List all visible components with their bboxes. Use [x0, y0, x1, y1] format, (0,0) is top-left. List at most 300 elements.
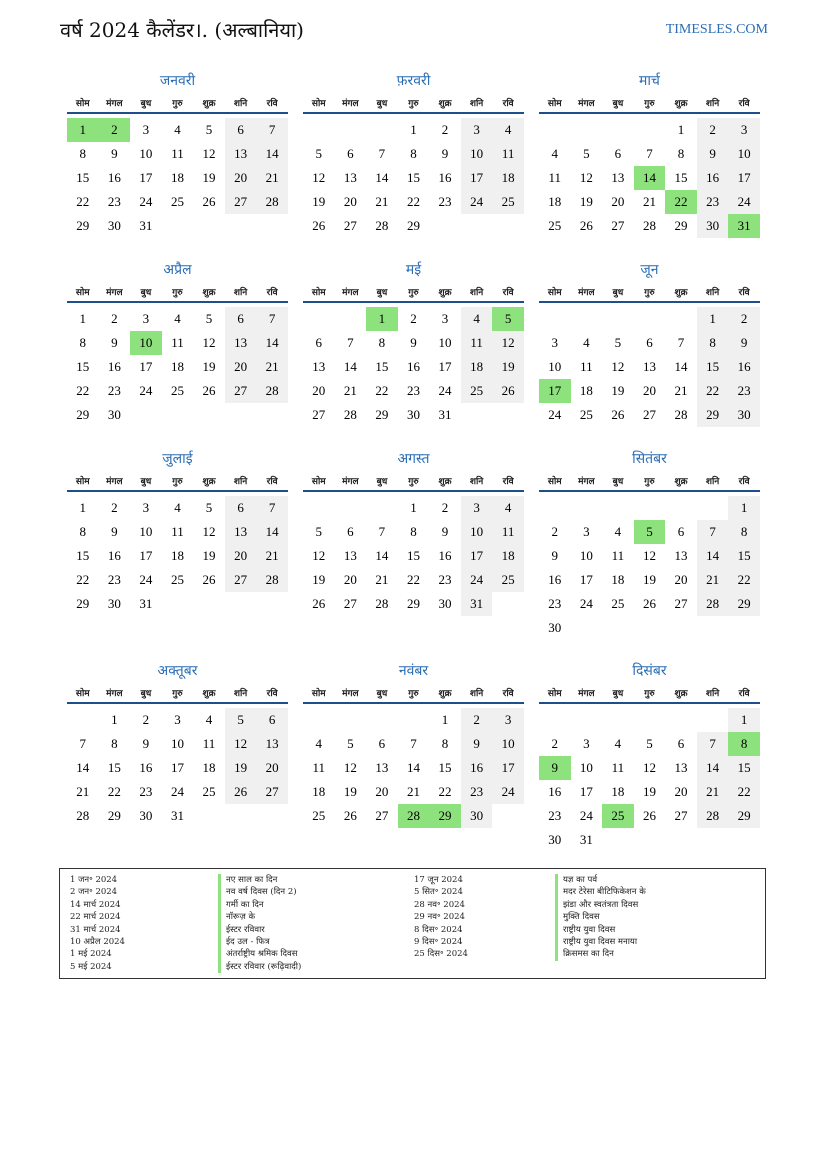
day-cell[interactable]: 23 — [548, 596, 562, 611]
day-cell[interactable]: 8 — [441, 736, 449, 751]
holiday-day-cell[interactable]: 29 — [429, 804, 461, 828]
day-cell[interactable]: 28 — [256, 379, 288, 403]
day-cell[interactable]: 17 — [728, 166, 760, 190]
day-cell[interactable]: 18 — [170, 359, 184, 374]
day-cell[interactable]: 30 — [728, 403, 760, 427]
day-cell[interactable]: 26 — [492, 379, 524, 403]
day-cell[interactable]: 25 — [202, 784, 216, 799]
day-cell[interactable]: 23 — [406, 383, 420, 398]
day-cell[interactable]: 9 — [728, 331, 760, 355]
day-cell[interactable]: 26 — [642, 596, 656, 611]
day-cell[interactable]: 16 — [107, 170, 121, 185]
day-cell[interactable]: 18 — [548, 194, 562, 209]
day-cell[interactable]: 9 — [410, 335, 417, 350]
day-cell[interactable]: 20 — [256, 756, 288, 780]
day-cell[interactable]: 13 — [343, 548, 357, 563]
day-cell[interactable]: 20 — [674, 784, 688, 799]
day-cell[interactable]: 14 — [406, 760, 420, 775]
day-cell[interactable]: 27 — [312, 407, 326, 422]
day-cell[interactable]: 2 — [142, 712, 150, 727]
day-cell[interactable]: 3 — [728, 118, 760, 142]
day-cell[interactable]: 20 — [375, 784, 389, 799]
day-cell[interactable]: 25 — [312, 808, 326, 823]
day-cell[interactable]: 25 — [492, 568, 524, 592]
day-cell[interactable]: 10 — [139, 146, 153, 161]
day-cell[interactable]: 29 — [76, 596, 90, 611]
day-cell[interactable]: 25 — [170, 194, 184, 209]
day-cell[interactable]: 27 — [343, 596, 357, 611]
day-cell[interactable]: 6 — [677, 524, 685, 539]
day-cell[interactable]: 21 — [256, 544, 288, 568]
day-cell[interactable]: 12 — [492, 331, 524, 355]
day-cell[interactable]: 2 — [410, 311, 417, 326]
day-cell[interactable]: 26 — [312, 218, 326, 233]
day-cell[interactable]: 14 — [375, 548, 389, 563]
day-cell[interactable]: 24 — [548, 407, 562, 422]
day-cell[interactable]: 1 — [677, 122, 685, 137]
day-cell[interactable]: 12 — [202, 146, 216, 161]
day-cell[interactable]: 17 — [170, 760, 184, 775]
day-cell[interactable]: 14 — [76, 760, 90, 775]
day-cell[interactable]: 27 — [225, 190, 257, 214]
holiday-day-cell[interactable]: 10 — [130, 331, 162, 355]
day-cell[interactable]: 7 — [646, 146, 653, 161]
day-cell[interactable]: 16 — [107, 548, 121, 563]
day-cell[interactable]: 22 — [438, 784, 452, 799]
day-cell[interactable]: 5 — [646, 736, 653, 751]
day-cell[interactable]: 9 — [111, 524, 118, 539]
holiday-day-cell[interactable]: 14 — [634, 166, 666, 190]
day-cell[interactable]: 10 — [548, 359, 562, 374]
day-cell[interactable]: 13 — [674, 760, 688, 775]
day-cell[interactable]: 28 — [697, 592, 729, 616]
day-cell[interactable]: 13 — [343, 170, 357, 185]
day-cell[interactable]: 22 — [76, 383, 90, 398]
day-cell[interactable]: 8 — [79, 146, 87, 161]
day-cell[interactable]: 20 — [312, 383, 326, 398]
day-cell[interactable]: 1 — [728, 496, 760, 520]
day-cell[interactable]: 16 — [548, 784, 562, 799]
day-cell[interactable]: 2 — [111, 500, 118, 515]
day-cell[interactable]: 22 — [728, 568, 760, 592]
day-cell[interactable]: 6 — [677, 736, 685, 751]
day-cell[interactable]: 12 — [312, 548, 326, 563]
day-cell[interactable]: 26 — [611, 407, 625, 422]
day-cell[interactable]: 28 — [256, 568, 288, 592]
day-cell[interactable]: 30 — [107, 407, 121, 422]
day-cell[interactable]: 11 — [461, 331, 493, 355]
day-cell[interactable]: 1 — [410, 500, 417, 515]
day-cell[interactable]: 23 — [728, 379, 760, 403]
day-cell[interactable]: 24 — [139, 383, 153, 398]
day-cell[interactable]: 31 — [438, 407, 452, 422]
day-cell[interactable]: 12 — [312, 170, 326, 185]
day-cell[interactable]: 15 — [438, 760, 452, 775]
day-cell[interactable]: 19 — [312, 194, 326, 209]
day-cell[interactable]: 4 — [174, 311, 181, 326]
day-cell[interactable]: 5 — [583, 146, 590, 161]
day-cell[interactable]: 27 — [642, 407, 656, 422]
day-cell[interactable]: 22 — [697, 379, 729, 403]
day-cell[interactable]: 27 — [225, 379, 257, 403]
day-cell[interactable]: 5 — [205, 122, 213, 137]
day-cell[interactable]: 15 — [406, 548, 420, 563]
day-cell[interactable]: 15 — [728, 544, 760, 568]
day-cell[interactable]: 15 — [76, 170, 90, 185]
day-cell[interactable]: 18 — [492, 544, 524, 568]
day-cell[interactable]: 19 — [343, 784, 357, 799]
day-cell[interactable]: 4 — [583, 335, 590, 350]
day-cell[interactable]: 13 — [375, 760, 389, 775]
day-cell[interactable]: 18 — [202, 760, 216, 775]
day-cell[interactable]: 29 — [406, 596, 420, 611]
day-cell[interactable]: 11 — [171, 524, 184, 539]
day-cell[interactable]: 19 — [579, 194, 593, 209]
day-cell[interactable]: 6 — [225, 496, 257, 520]
day-cell[interactable]: 26 — [343, 808, 357, 823]
day-cell[interactable]: 30 — [548, 620, 562, 635]
day-cell[interactable]: 2 — [441, 122, 449, 137]
day-cell[interactable]: 7 — [256, 307, 288, 331]
day-cell[interactable]: 4 — [205, 712, 213, 727]
day-cell[interactable]: 28 — [76, 808, 90, 823]
day-cell[interactable]: 21 — [697, 568, 729, 592]
day-cell[interactable]: 6 — [256, 708, 288, 732]
day-cell[interactable]: 29 — [728, 804, 760, 828]
day-cell[interactable]: 8 — [79, 524, 87, 539]
day-cell[interactable]: 16 — [697, 166, 729, 190]
day-cell[interactable]: 27 — [375, 808, 389, 823]
day-cell[interactable]: 13 — [642, 359, 656, 374]
day-cell[interactable]: 16 — [406, 359, 420, 374]
day-cell[interactable]: 18 — [312, 784, 326, 799]
day-cell[interactable]: 23 — [107, 383, 121, 398]
day-cell[interactable]: 5 — [315, 524, 323, 539]
day-cell[interactable]: 11 — [580, 359, 593, 374]
day-cell[interactable]: 16 — [139, 760, 153, 775]
day-cell[interactable]: 7 — [697, 732, 729, 756]
day-cell[interactable]: 21 — [697, 780, 729, 804]
day-cell[interactable]: 27 — [674, 808, 688, 823]
day-cell[interactable]: 9 — [551, 548, 559, 563]
day-cell[interactable]: 17 — [492, 756, 524, 780]
day-cell[interactable]: 15 — [375, 359, 389, 374]
day-cell[interactable]: 10 — [579, 760, 593, 775]
day-cell[interactable]: 2 — [728, 307, 760, 331]
day-cell[interactable]: 8 — [378, 335, 386, 350]
day-cell[interactable]: 7 — [347, 335, 354, 350]
day-cell[interactable]: 21 — [674, 383, 688, 398]
day-cell[interactable]: 30 — [107, 596, 121, 611]
day-cell[interactable]: 7 — [256, 118, 288, 142]
day-cell[interactable]: 6 — [225, 118, 257, 142]
day-cell[interactable]: 15 — [107, 760, 121, 775]
day-cell[interactable]: 5 — [205, 311, 213, 326]
day-cell[interactable]: 27 — [256, 780, 288, 804]
day-cell[interactable]: 8 — [728, 520, 760, 544]
day-cell[interactable]: 7 — [378, 524, 386, 539]
day-cell[interactable]: 29 — [76, 218, 90, 233]
day-cell[interactable]: 3 — [441, 311, 449, 326]
day-cell[interactable]: 6 — [347, 524, 354, 539]
day-cell[interactable]: 25 — [170, 572, 184, 587]
day-cell[interactable]: 7 — [677, 335, 685, 350]
day-cell[interactable]: 28 — [674, 407, 688, 422]
day-cell[interactable]: 13 — [611, 170, 625, 185]
day-cell[interactable]: 24 — [461, 190, 493, 214]
day-cell[interactable]: 16 — [461, 756, 493, 780]
day-cell[interactable]: 28 — [343, 407, 357, 422]
day-cell[interactable]: 3 — [551, 335, 559, 350]
day-cell[interactable]: 30 — [461, 804, 493, 828]
day-cell[interactable]: 14 — [697, 756, 729, 780]
day-cell[interactable]: 27 — [674, 596, 688, 611]
day-cell[interactable]: 30 — [406, 407, 420, 422]
day-cell[interactable]: 4 — [492, 496, 524, 520]
day-cell[interactable]: 17 — [139, 548, 153, 563]
day-cell[interactable]: 31 — [139, 596, 153, 611]
day-cell[interactable]: 20 — [611, 194, 625, 209]
day-cell[interactable]: 3 — [583, 736, 590, 751]
day-cell[interactable]: 18 — [170, 548, 184, 563]
day-cell[interactable]: 8 — [111, 736, 118, 751]
day-cell[interactable]: 16 — [728, 355, 760, 379]
day-cell[interactable]: 14 — [375, 170, 389, 185]
day-cell[interactable]: 13 — [312, 359, 326, 374]
day-cell[interactable]: 18 — [611, 572, 625, 587]
day-cell[interactable]: 24 — [728, 190, 760, 214]
day-cell[interactable]: 13 — [225, 331, 257, 355]
day-cell[interactable]: 1 — [728, 708, 760, 732]
day-cell[interactable]: 21 — [256, 166, 288, 190]
day-cell[interactable]: 4 — [315, 736, 323, 751]
day-cell[interactable]: 8 — [677, 146, 685, 161]
day-cell[interactable]: 21 — [375, 572, 389, 587]
day-cell[interactable]: 9 — [441, 524, 449, 539]
day-cell[interactable]: 22 — [76, 194, 90, 209]
day-cell[interactable]: 21 — [76, 784, 90, 799]
day-cell[interactable]: 8 — [79, 335, 87, 350]
day-cell[interactable]: 1 — [410, 122, 417, 137]
day-cell[interactable]: 5 — [347, 736, 354, 751]
day-cell[interactable]: 30 — [139, 808, 153, 823]
day-cell[interactable]: 14 — [256, 331, 288, 355]
day-cell[interactable]: 29 — [728, 592, 760, 616]
day-cell[interactable]: 26 — [579, 218, 593, 233]
day-cell[interactable]: 16 — [438, 548, 452, 563]
day-cell[interactable]: 1 — [697, 307, 729, 331]
day-cell[interactable]: 23 — [697, 190, 729, 214]
day-cell[interactable]: 9 — [461, 732, 493, 756]
day-cell[interactable]: 17 — [579, 784, 593, 799]
day-cell[interactable]: 6 — [614, 146, 622, 161]
day-cell[interactable]: 23 — [438, 194, 452, 209]
day-cell[interactable]: 26 — [642, 808, 656, 823]
day-cell[interactable]: 28 — [642, 218, 656, 233]
day-cell[interactable]: 4 — [614, 524, 622, 539]
day-cell[interactable]: 11 — [548, 170, 562, 185]
day-cell[interactable]: 14 — [256, 520, 288, 544]
day-cell[interactable]: 29 — [375, 407, 389, 422]
day-cell[interactable]: 5 — [225, 708, 257, 732]
holiday-day-cell[interactable]: 9 — [539, 756, 571, 780]
day-cell[interactable]: 24 — [139, 572, 153, 587]
day-cell[interactable]: 15 — [728, 756, 760, 780]
day-cell[interactable]: 22 — [728, 780, 760, 804]
day-cell[interactable]: 26 — [225, 780, 257, 804]
day-cell[interactable]: 21 — [406, 784, 420, 799]
day-cell[interactable]: 9 — [142, 736, 150, 751]
day-cell[interactable]: 15 — [697, 355, 729, 379]
day-cell[interactable]: 30 — [548, 832, 562, 847]
day-cell[interactable]: 28 — [697, 804, 729, 828]
day-cell[interactable]: 28 — [375, 596, 389, 611]
day-cell[interactable]: 27 — [225, 568, 257, 592]
day-cell[interactable]: 10 — [728, 142, 760, 166]
day-cell[interactable]: 2 — [551, 524, 559, 539]
day-cell[interactable]: 11 — [171, 335, 184, 350]
day-cell[interactable]: 7 — [79, 736, 87, 751]
day-cell[interactable]: 10 — [492, 732, 524, 756]
day-cell[interactable]: 18 — [611, 784, 625, 799]
day-cell[interactable]: 4 — [461, 307, 493, 331]
brand-link[interactable]: TIMESLES.COM — [665, 22, 768, 37]
day-cell[interactable]: 11 — [492, 520, 524, 544]
day-cell[interactable]: 12 — [642, 760, 656, 775]
day-cell[interactable]: 20 — [642, 383, 656, 398]
day-cell[interactable]: 6 — [225, 307, 257, 331]
day-cell[interactable]: 18 — [170, 170, 184, 185]
day-cell[interactable]: 15 — [76, 359, 90, 374]
day-cell[interactable]: 29 — [406, 218, 420, 233]
day-cell[interactable]: 13 — [674, 548, 688, 563]
day-cell[interactable]: 9 — [441, 146, 449, 161]
holiday-day-cell[interactable]: 8 — [728, 732, 760, 756]
day-cell[interactable]: 12 — [343, 760, 357, 775]
day-cell[interactable]: 24 — [139, 194, 153, 209]
day-cell[interactable]: 2 — [441, 500, 449, 515]
day-cell[interactable]: 26 — [312, 596, 326, 611]
day-cell[interactable]: 23 — [461, 780, 493, 804]
day-cell[interactable]: 3 — [142, 122, 150, 137]
day-cell[interactable]: 17 — [461, 544, 493, 568]
day-cell[interactable]: 19 — [642, 784, 656, 799]
day-cell[interactable]: 25 — [579, 407, 593, 422]
day-cell[interactable]: 26 — [202, 383, 216, 398]
day-cell[interactable]: 11 — [312, 760, 326, 775]
day-cell[interactable]: 17 — [139, 359, 153, 374]
holiday-day-cell[interactable]: 2 — [99, 118, 131, 142]
holiday-day-cell[interactable]: 5 — [492, 307, 524, 331]
day-cell[interactable]: 22 — [406, 194, 420, 209]
day-cell[interactable]: 13 — [225, 520, 257, 544]
day-cell[interactable]: 16 — [548, 572, 562, 587]
day-cell[interactable]: 11 — [611, 760, 625, 775]
day-cell[interactable]: 19 — [202, 548, 216, 563]
holiday-day-cell[interactable]: 1 — [366, 307, 398, 331]
day-cell[interactable]: 12 — [579, 170, 593, 185]
day-cell[interactable]: 10 — [579, 548, 593, 563]
day-cell[interactable]: 21 — [642, 194, 656, 209]
day-cell[interactable]: 24 — [461, 568, 493, 592]
day-cell[interactable]: 29 — [107, 808, 121, 823]
day-cell[interactable]: 31 — [461, 592, 493, 616]
day-cell[interactable]: 11 — [611, 548, 625, 563]
day-cell[interactable]: 14 — [343, 359, 357, 374]
day-cell[interactable]: 12 — [225, 732, 257, 756]
day-cell[interactable]: 2 — [461, 708, 493, 732]
holiday-day-cell[interactable]: 5 — [634, 520, 666, 544]
day-cell[interactable]: 19 — [225, 756, 257, 780]
day-cell[interactable]: 3 — [492, 708, 524, 732]
day-cell[interactable]: 4 — [551, 146, 559, 161]
day-cell[interactable]: 22 — [375, 383, 389, 398]
day-cell[interactable]: 8 — [697, 331, 729, 355]
day-cell[interactable]: 15 — [76, 548, 90, 563]
day-cell[interactable]: 24 — [579, 596, 593, 611]
day-cell[interactable]: 18 — [461, 355, 493, 379]
day-cell[interactable]: 31 — [579, 832, 593, 847]
day-cell[interactable]: 3 — [583, 524, 590, 539]
day-cell[interactable]: 23 — [107, 572, 121, 587]
day-cell[interactable]: 4 — [174, 122, 181, 137]
day-cell[interactable]: 27 — [343, 218, 357, 233]
day-cell[interactable]: 2 — [697, 118, 729, 142]
holiday-day-cell[interactable]: 31 — [728, 214, 760, 238]
day-cell[interactable]: 26 — [202, 572, 216, 587]
day-cell[interactable]: 5 — [205, 500, 213, 515]
day-cell[interactable]: 3 — [174, 712, 181, 727]
day-cell[interactable]: 20 — [225, 355, 257, 379]
day-cell[interactable]: 21 — [375, 194, 389, 209]
day-cell[interactable]: 25 — [170, 383, 184, 398]
day-cell[interactable]: 25 — [492, 190, 524, 214]
day-cell[interactable]: 10 — [139, 524, 153, 539]
day-cell[interactable]: 24 — [579, 808, 593, 823]
day-cell[interactable]: 31 — [139, 218, 153, 233]
day-cell[interactable]: 14 — [256, 142, 288, 166]
day-cell[interactable]: 17 — [438, 359, 452, 374]
holiday-day-cell[interactable]: 25 — [602, 804, 634, 828]
day-cell[interactable]: 8 — [410, 524, 417, 539]
day-cell[interactable]: 9 — [697, 142, 729, 166]
day-cell[interactable]: 19 — [611, 383, 625, 398]
holiday-day-cell[interactable]: 22 — [665, 190, 697, 214]
day-cell[interactable]: 23 — [107, 194, 121, 209]
day-cell[interactable]: 22 — [76, 572, 90, 587]
day-cell[interactable]: 30 — [438, 596, 452, 611]
day-cell[interactable]: 3 — [142, 311, 150, 326]
day-cell[interactable]: 29 — [697, 403, 729, 427]
day-cell[interactable]: 18 — [579, 383, 593, 398]
holiday-day-cell[interactable]: 28 — [398, 804, 430, 828]
day-cell[interactable]: 21 — [343, 383, 357, 398]
day-cell[interactable]: 19 — [202, 359, 216, 374]
day-cell[interactable]: 6 — [378, 736, 386, 751]
day-cell[interactable]: 26 — [202, 194, 216, 209]
day-cell[interactable]: 20 — [225, 166, 257, 190]
day-cell[interactable]: 17 — [579, 572, 593, 587]
day-cell[interactable]: 3 — [461, 118, 493, 142]
day-cell[interactable]: 25 — [461, 379, 493, 403]
day-cell[interactable]: 1 — [79, 311, 87, 326]
day-cell[interactable]: 14 — [697, 544, 729, 568]
day-cell[interactable]: 24 — [492, 780, 524, 804]
day-cell[interactable]: 5 — [315, 146, 323, 161]
day-cell[interactable]: 19 — [312, 572, 326, 587]
day-cell[interactable]: 15 — [406, 170, 420, 185]
day-cell[interactable]: 7 — [697, 520, 729, 544]
